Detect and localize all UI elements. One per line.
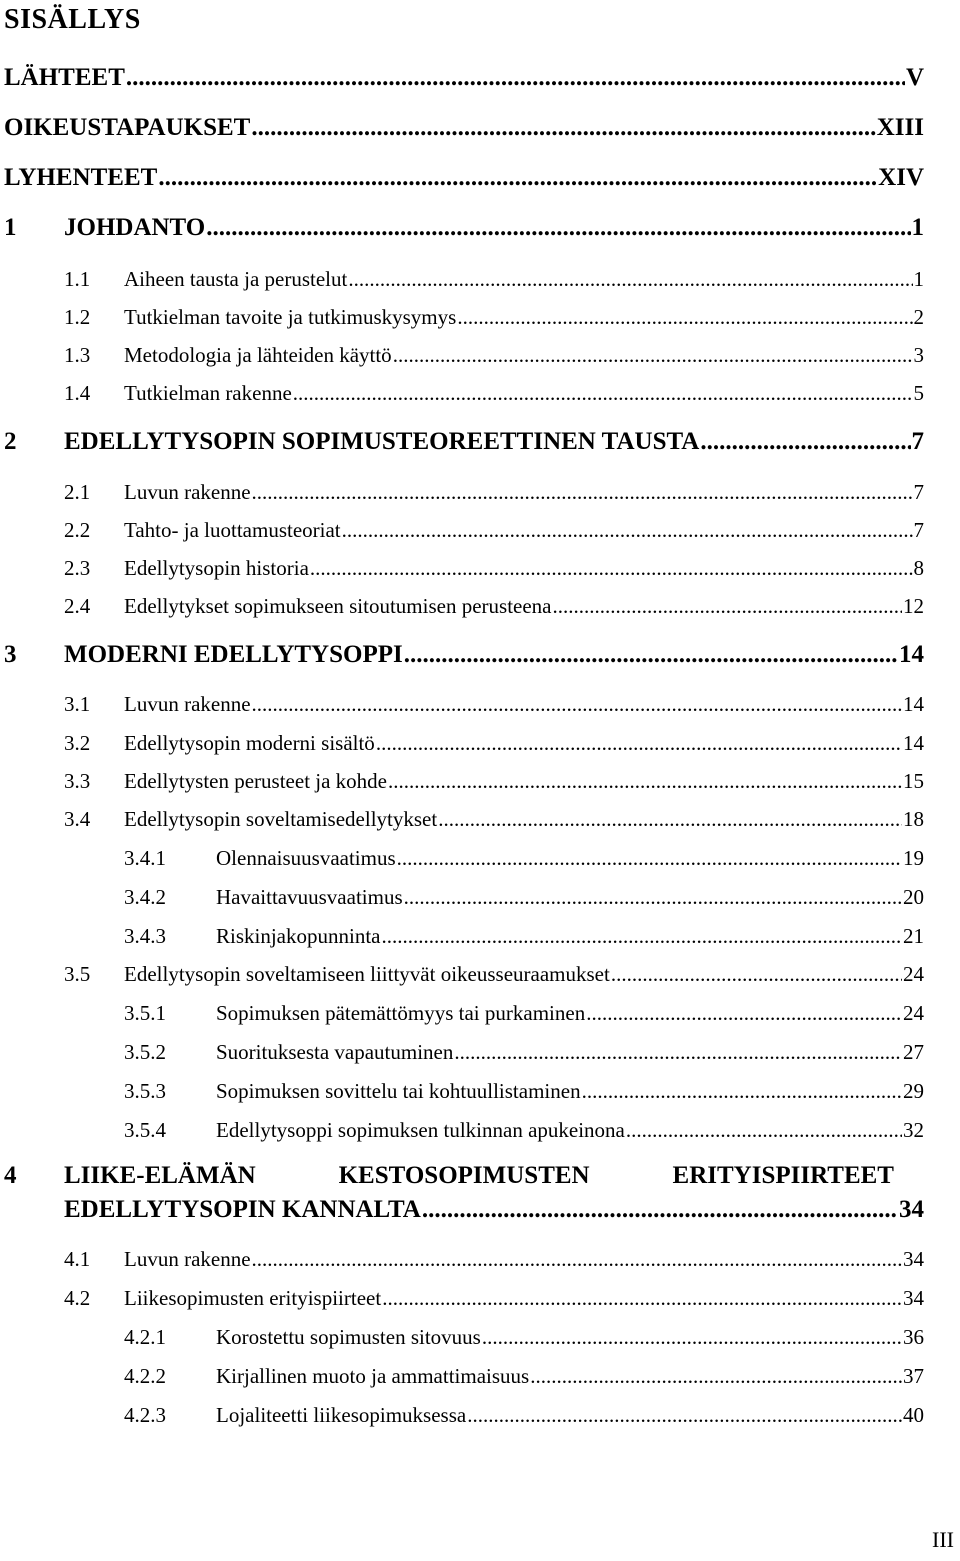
toc-leader <box>382 924 903 948</box>
toc-page-number: 40 <box>903 1403 924 1427</box>
toc-leader <box>393 343 913 367</box>
toc-entry-3-2[interactable] <box>64 731 924 755</box>
toc-entry-title: JOHDANTO <box>64 214 206 241</box>
toc-entry-title: Edellytysopin soveltamiseen liittyvät oikeusseuraamukset <box>124 962 610 986</box>
toc-entry-title-word: ERITYISPIIRTEET <box>672 1162 894 1189</box>
toc-entry-number: 3.5 <box>64 962 91 986</box>
toc-page-number: 7 <box>913 518 924 542</box>
toc-page-number: 37 <box>903 1364 924 1388</box>
toc-leader <box>700 428 910 457</box>
toc-leader <box>582 1079 902 1103</box>
toc-entry-title: Edellytysoppi sopimuksen tulkinnan apukeinona <box>216 1118 625 1142</box>
toc-entry-title: Riskinjakopunninta <box>216 924 381 948</box>
toc-leader <box>252 480 913 504</box>
toc-entry-4-1[interactable] <box>64 1247 924 1271</box>
toc-leader <box>611 962 902 986</box>
toc-page-number: 14 <box>903 731 924 755</box>
toc-entry-number: 1.1 <box>64 267 91 291</box>
toc-entry-title: OIKEUSTAPAUKSET <box>4 114 251 141</box>
toc-entry-title: Tahto- ja luottamusteoriat <box>124 518 341 542</box>
toc-entry-3-1[interactable] <box>64 692 924 716</box>
toc-leader <box>438 807 902 831</box>
page-number: III <box>932 1527 954 1552</box>
toc-entry-number: 3.4.3 <box>124 924 166 948</box>
toc-entry-title: Olennaisuusvaatimus <box>216 846 396 870</box>
toc-page-number: 24 <box>903 1001 924 1025</box>
toc-page-number: 14 <box>899 641 924 668</box>
toc-page-number: 2 <box>913 305 924 329</box>
toc-entry-4-2-2[interactable] <box>124 1364 924 1388</box>
toc-entry-title: Havaittavuusvaatimus <box>216 885 403 909</box>
toc-entry-title: Aiheen tausta ja perustelut <box>124 267 348 291</box>
toc-leader <box>457 305 912 329</box>
toc-page-number: 32 <box>903 1118 924 1142</box>
toc-entry-number: 3.3 <box>64 769 91 793</box>
toc-entry-4-2[interactable] <box>64 1286 924 1310</box>
toc-entry-number: 4.2 <box>64 1286 91 1310</box>
toc-entry-title: Sopimuksen pätemättömyys tai purkaminen <box>216 1001 586 1025</box>
toc-page-number: 21 <box>903 924 924 948</box>
toc-entry-title-word: KESTOSOPIMUSTEN <box>338 1162 590 1189</box>
toc-entry-chapter-4-line2[interactable] <box>64 1196 924 1225</box>
toc-leader <box>467 1403 902 1427</box>
toc-page-number: 18 <box>903 807 924 831</box>
toc-entry-title: Edellytysopin moderni sisältö <box>124 731 375 755</box>
toc-page-number: 34 <box>903 1247 924 1271</box>
toc-entry-title: Korostettu sopimusten sitovuus <box>216 1325 481 1349</box>
toc-entry-number: 4.2.1 <box>124 1325 166 1349</box>
toc-page-number: 19 <box>903 846 924 870</box>
toc-page-number: 12 <box>903 594 924 618</box>
toc-entry-number: 3.5.2 <box>124 1040 166 1064</box>
toc-page-number: 8 <box>913 556 924 580</box>
toc-page-number: 15 <box>903 769 924 793</box>
toc-page-number: 34 <box>899 1196 924 1223</box>
toc-entry-3-5-4[interactable] <box>124 1118 924 1142</box>
toc-leader <box>342 518 913 542</box>
toc-leader <box>454 1040 902 1064</box>
toc-entry-title: Luvun rakenne <box>124 1247 251 1271</box>
toc-entry-3-5-3[interactable] <box>124 1079 924 1103</box>
toc-entry-title: Lojaliteetti liikesopimuksessa <box>216 1403 467 1427</box>
toc-entry-3-5-1[interactable] <box>124 1001 924 1025</box>
toc-entry-1-2[interactable] <box>64 305 924 329</box>
toc-entry-number: 4.2.3 <box>124 1403 166 1427</box>
toc-entry-lahteet[interactable] <box>4 64 924 93</box>
toc-entry-1-1[interactable] <box>64 267 924 291</box>
toc-entry-2-2[interactable] <box>64 518 924 542</box>
toc-entry-2-4[interactable] <box>64 594 924 618</box>
toc-entry-1-4[interactable] <box>64 381 924 405</box>
toc-entry-title: Edellytysopin soveltamisedellytykset <box>124 807 438 831</box>
toc-leader <box>586 1001 902 1025</box>
toc-entry-title: Edellytysten perusteet ja kohde <box>124 769 388 793</box>
toc-entry-number: 3.5.1 <box>124 1001 166 1025</box>
toc-page-number: XIII <box>876 114 924 141</box>
toc-entry-number: 3.4.1 <box>124 846 166 870</box>
toc-page-number: 20 <box>903 885 924 909</box>
toc-entry-title: Luvun rakenne <box>124 480 251 504</box>
toc-entry-number: 2 <box>4 428 17 455</box>
toc-page-number: V <box>905 64 924 91</box>
toc-entry-3-4-2[interactable] <box>124 885 924 909</box>
toc-entry-oikeustapaukset[interactable] <box>4 114 924 143</box>
toc-leader <box>293 381 913 405</box>
toc-leader <box>310 556 913 580</box>
toc-entry-title: Kirjallinen muoto ja ammattimaisuus <box>216 1364 530 1388</box>
toc-entry-2-3[interactable] <box>64 556 924 580</box>
toc-entry-number: 2.2 <box>64 518 91 542</box>
toc-entry-number: 3.4.2 <box>124 885 166 909</box>
toc-entry-3-4-3[interactable] <box>124 924 924 948</box>
toc-leader <box>126 64 905 93</box>
toc-entry-title: EDELLYTYSOPIN KANNALTA <box>64 1196 421 1223</box>
toc-entry-title: LÄHTEET <box>4 64 125 91</box>
toc-leader <box>404 885 902 909</box>
toc-entry-title: Tutkielman tavoite ja tutkimuskysymys <box>124 305 457 329</box>
toc-leader <box>553 594 902 618</box>
toc-entry-3-4[interactable] <box>64 807 924 831</box>
toc-entry-lyhenteet[interactable] <box>4 164 924 193</box>
toc-leader <box>422 1196 898 1225</box>
toc-leader <box>251 114 875 143</box>
toc-entry-title-word: LIIKE-ELÄMÄN <box>64 1162 256 1189</box>
toc-entry-title: Edellytykset sopimukseen sitoutumisen perusteena <box>124 594 552 618</box>
toc-entry-chapter-3[interactable] <box>4 641 924 670</box>
toc-page-number: 7 <box>913 480 924 504</box>
toc-page-number: 24 <box>903 962 924 986</box>
toc-entry-3-4-1[interactable] <box>124 846 924 870</box>
toc-leader <box>530 1364 902 1388</box>
toc-entry-3-5-2[interactable] <box>124 1040 924 1064</box>
toc-entry-number: 1.3 <box>64 343 91 367</box>
toc-entry-title: Sopimuksen sovittelu tai kohtuullistaminen <box>216 1079 581 1103</box>
toc-entry-number: 4.1 <box>64 1247 91 1271</box>
toc-entry-title: LYHENTEET <box>4 164 158 191</box>
toc-leader <box>404 641 898 670</box>
toc-entry-number: 3.5.4 <box>124 1118 166 1142</box>
toc-entry-title-words <box>64 1162 894 1190</box>
toc-entry-number: 3.4 <box>64 807 91 831</box>
toc-entry-title: Luvun rakenne <box>124 692 251 716</box>
toc-leader <box>158 164 877 193</box>
toc-page-number: 34 <box>903 1286 924 1310</box>
toc-entry-number: 4 <box>4 1162 17 1189</box>
toc-entry-title: Liikesopimusten erityispiirteet <box>124 1286 382 1310</box>
toc-page-number: 3 <box>913 343 924 367</box>
toc-page-number: 36 <box>903 1325 924 1349</box>
toc-page-number: 7 <box>911 428 924 455</box>
toc-leader <box>376 731 902 755</box>
toc-entry-number: 2.3 <box>64 556 91 580</box>
toc-entry-title: Tutkielman rakenne <box>124 381 292 405</box>
toc-page-number: 27 <box>903 1040 924 1064</box>
toc-entry-3-5[interactable] <box>64 962 924 986</box>
toc-entry-chapter-1[interactable] <box>4 214 924 243</box>
toc-page-number: 5 <box>913 381 924 405</box>
toc-entry-2-1[interactable] <box>64 480 924 504</box>
toc-entry-3-3[interactable] <box>64 769 924 793</box>
toc-entry-4-2-1[interactable] <box>124 1325 924 1349</box>
toc-entry-title: EDELLYTYSOPIN SOPIMUSTEOREETTINEN TAUSTA <box>64 428 700 455</box>
toc-entry-number: 1.4 <box>64 381 91 405</box>
toc-leader <box>388 769 902 793</box>
toc-leader <box>382 1286 902 1310</box>
toc-entry-number: 3.2 <box>64 731 91 755</box>
toc-entry-4-2-3[interactable] <box>124 1403 924 1427</box>
toc-entry-title: Metodologia ja lähteiden käyttö <box>124 343 392 367</box>
toc-entry-chapter-2[interactable] <box>4 428 924 457</box>
page-title: SISÄLLYS <box>4 4 141 35</box>
toc-entry-1-3[interactable] <box>64 343 924 367</box>
toc-entry-chapter-4-line1[interactable] <box>4 1162 894 1190</box>
toc-entry-number: 3.5.3 <box>124 1079 166 1103</box>
toc-entry-title: Suorituksesta vapautuminen <box>216 1040 454 1064</box>
toc-leader <box>252 1247 902 1271</box>
toc-entry-title: MODERNI EDELLYTYSOPPI <box>64 641 403 668</box>
toc-leader <box>252 692 902 716</box>
toc-page-number: 1 <box>911 214 924 241</box>
toc-page-number: 29 <box>903 1079 924 1103</box>
toc-page-number: 1 <box>913 267 924 291</box>
toc-leader <box>206 214 910 243</box>
toc-entry-number: 2.1 <box>64 480 91 504</box>
toc-entry-number: 3 <box>4 641 17 668</box>
toc-entry-title: Edellytysopin historia <box>124 556 309 580</box>
toc-leader <box>626 1118 902 1142</box>
toc-entry-number: 3.1 <box>64 692 91 716</box>
toc-leader <box>397 846 902 870</box>
toc-leader <box>482 1325 902 1349</box>
toc-leader <box>348 267 912 291</box>
toc-entry-number: 1 <box>4 214 17 241</box>
toc-page-number: 14 <box>903 692 924 716</box>
toc-entry-number: 2.4 <box>64 594 91 618</box>
toc-page-number: XIV <box>878 164 924 191</box>
toc-entry-number: 4.2.2 <box>124 1364 166 1388</box>
toc-entry-number: 1.2 <box>64 305 91 329</box>
